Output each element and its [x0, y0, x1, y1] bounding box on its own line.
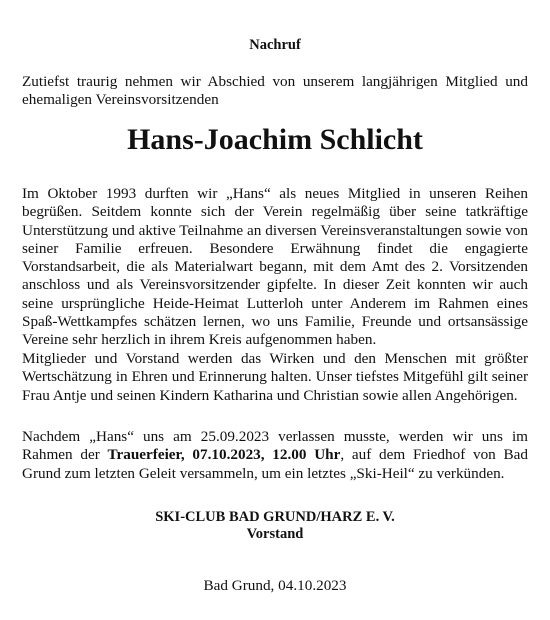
place-date: Bad Grund, 04.10.2023 — [203, 577, 347, 594]
funeral-paragraph — [22, 428, 528, 483]
funeral-text-before: Nachdem „Hans“ uns am 25.09.2023 verlassen musste, werden wir uns im Rahmen der — [22, 428, 528, 464]
funeral-date-time: Trauerfeier, 07.10.2023, 12.00 Uhr — [107, 446, 341, 464]
deceased-name: Hans-Joachim Schlicht — [127, 123, 423, 156]
board-label: Vorstand — [246, 526, 304, 542]
biography-paragraph: Im Oktober 1993 durften wir „Hans“ als neues Mitglied in unseren Reihen begrüßen. Seitdem konnte sich der Verein regelmäßig über seine tatkräftige Unterstützung und aktive Teilnahme an diversen Vereinsveranstaltungen sowie von seiner Familie erfreuen. Besondere Erwähnung findet die engagierte Vorstandsarbeit, die als Materialwart begann, mit dem Amt des 2. Vorsitzenden anschloss und als Vereinsvorsitzender gipfelte. In dieser Zeit konnten wir auch seine ursprüngliche Heide-Heimat Lutterloh unter Anderem im Rahmen eines Spaß-Wettkampfes schätzen lernen, wo uns Familie, Freunde und ortsansässige Vereine sehr herzlich in ihrem Kreis aufgenommen haben. — [22, 185, 528, 349]
condolence-paragraph: Mitglieder und Vorstand werden das Wirken und den Menschen mit größter Wertschätzung in Ehren und Erinnerung halten. Unser tiefstes Mitgefühl gilt seiner Frau Antje und seinen Kindern Katharina und Christian sowie allen Angehörigen. — [22, 350, 528, 404]
intro-text: Zutiefst traurig nehmen wir Abschied von unserem langjährigen Mitglied und ehemaligen Vereinsvorsitzenden — [22, 73, 528, 108]
signature-block — [0, 509, 550, 543]
funeral-text-after: , auf dem Friedhof von Bad Grund zum letzten Geleit versammeln, um ein letztes „Ski-Heil“ zu verkünden. — [22, 446, 528, 482]
notice-heading: Nachruf — [249, 37, 301, 53]
organization-name: SKI-CLUB BAD GRUND/HARZ E. V. — [155, 509, 395, 525]
